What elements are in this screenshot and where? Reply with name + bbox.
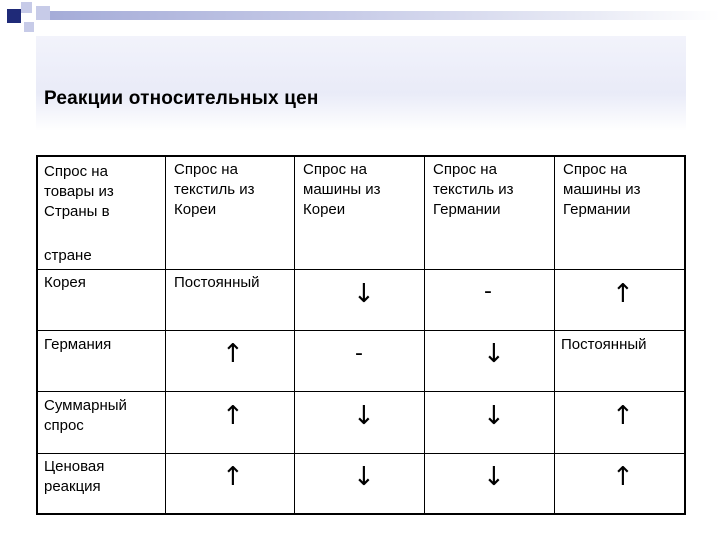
- header-col-machines-germany: Спрос на машины из Германии: [563, 161, 641, 218]
- col-divider: [294, 155, 295, 515]
- cell-total-textile-korea: ↑: [222, 401, 244, 431]
- row-divider: [36, 453, 686, 454]
- cell-korea-machines-germany: ↑: [612, 279, 634, 309]
- table-border-bottom: [36, 513, 686, 515]
- row-label-germany: Германия: [44, 336, 112, 353]
- header-row-label: Спрос на товары из Страны в: [44, 163, 114, 220]
- slide-title: Реакции относительных цен: [44, 88, 319, 109]
- table-border-left: [36, 155, 38, 515]
- decor-square-dark: [7, 9, 21, 23]
- header-col-textile-korea: Спрос на текстиль из Кореи: [174, 161, 255, 218]
- col-divider: [165, 155, 166, 515]
- cell-price-textile-korea: ↑: [222, 462, 244, 492]
- cell-total-machines-germany: ↑: [612, 401, 634, 431]
- table-border-top: [36, 155, 686, 157]
- cell-total-textile-germany: ↓: [483, 401, 505, 431]
- cell-korea-textile-germany: -: [484, 279, 492, 304]
- cell-price-machines-germany: ↑: [612, 462, 634, 492]
- row-divider: [36, 269, 686, 270]
- row-label-price-reaction: Ценовая реакция: [44, 458, 105, 495]
- header-col-machines-korea: Спрос на машины из Кореи: [303, 161, 381, 218]
- table-border-right: [684, 155, 686, 515]
- col-divider: [554, 155, 555, 515]
- cell-germany-machines-korea: -: [355, 341, 363, 366]
- row-divider: [36, 330, 686, 331]
- cell-germany-machines-germany: Постоянный: [561, 336, 647, 353]
- decor-square-light: [36, 6, 50, 20]
- cell-korea-machines-korea: ↓: [353, 279, 375, 309]
- cell-price-machines-korea: ↓: [353, 462, 375, 492]
- col-divider: [424, 155, 425, 515]
- row-label-korea: Корея: [44, 274, 86, 291]
- decor-square-light: [24, 22, 34, 32]
- cell-germany-textile-korea: ↑: [222, 339, 244, 369]
- cell-germany-textile-germany: ↓: [483, 339, 505, 369]
- title-panel: [36, 36, 686, 131]
- cell-price-textile-germany: ↓: [483, 462, 505, 492]
- decor-square-light: [21, 2, 32, 13]
- row-divider: [36, 391, 686, 392]
- row-label-total-demand: Суммарный спрос: [44, 397, 127, 434]
- header-col-textile-germany: Спрос на текстиль из Германии: [433, 161, 514, 218]
- cell-korea-textile-korea: Постоянный: [174, 274, 260, 291]
- cell-total-machines-korea: ↓: [353, 401, 375, 431]
- decor-gradient-bar: [50, 11, 720, 20]
- header-row-label-continued: стране: [44, 247, 92, 264]
